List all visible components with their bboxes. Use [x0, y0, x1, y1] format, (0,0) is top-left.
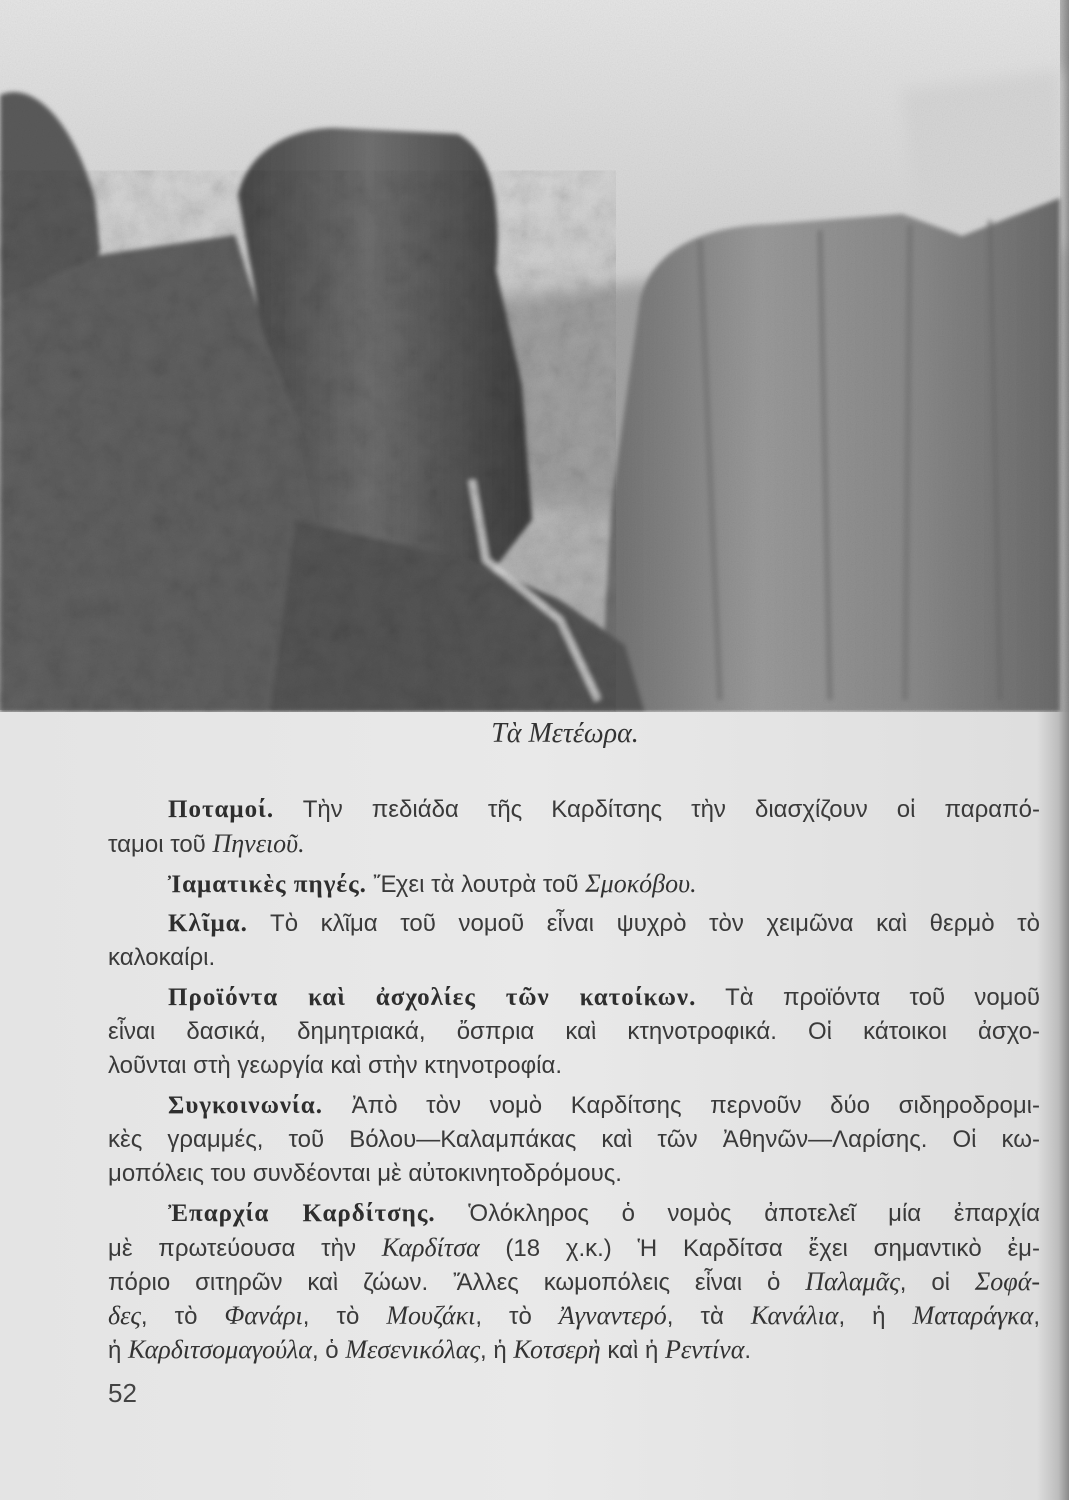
text-run: λοῦνται στὴ γεωργία καὶ στὴν κτηνοτροφία.	[108, 1052, 563, 1079]
text-line	[108, 907, 1040, 941]
text-run: Τὸ κλῖμα τοῦ νομοῦ εἶναι ψυχρὸ τὸν χειμῶνα καὶ θερμὸ τὸ	[247, 910, 1040, 937]
paragraph	[108, 793, 1040, 861]
section-heading: Ἐπαρχία Καρδίτσης.	[168, 1200, 436, 1227]
text-line	[108, 1265, 1040, 1299]
text-run: ταμοι τοῦ	[108, 831, 213, 858]
page-number: 52	[108, 1378, 137, 1408]
text-run: Τὰ προϊόντα τοῦ νομοῦ	[696, 984, 1040, 1011]
text-run: Ἀπὸ τὸν νομὸ Καρδίτσης περνοῦν δύο σιδηροδρομι-	[323, 1092, 1040, 1119]
place-name: Ματαράγκα	[912, 1301, 1034, 1330]
section-heading: Κλῖμα.	[168, 910, 248, 937]
text-line	[108, 1123, 1040, 1157]
text-line	[108, 793, 1040, 827]
text-run: , τὸ	[475, 1303, 559, 1330]
place-name: δες	[108, 1301, 141, 1330]
paragraph	[108, 907, 1040, 975]
text-line	[108, 1231, 1040, 1265]
place-name: Σοφά-	[974, 1267, 1040, 1296]
text-line	[108, 981, 1040, 1015]
text-run: καλοκαίρι.	[108, 944, 216, 971]
paragraph	[108, 1089, 1040, 1191]
text-run: κὲς γραμμές, τοῦ Βόλου—Καλαμπάκας καὶ τῶν Ἀθηνῶν—Λαρίσης. Οἱ κω-	[108, 1126, 1040, 1153]
text-line	[108, 1157, 1040, 1191]
place-name: Κοτσερὴ	[513, 1335, 601, 1364]
text-run: μοπόλεις του συνδέονται μὲ αὐτοκινητοδρόμους.	[108, 1160, 622, 1187]
text-run: (18 χ.κ.) Ἡ Καρδίτσα ἔχει σημαντικὸ ἐμ-	[479, 1235, 1040, 1262]
text-run: , ὁ	[311, 1337, 346, 1364]
text-run: καὶ ἡ	[600, 1337, 665, 1364]
place-name: Παλαμᾶς	[805, 1267, 900, 1296]
text-run: , τὸ	[140, 1303, 225, 1330]
place-name: Πηνειοῦ.	[212, 829, 305, 858]
text-run: Ἔχει τὰ λουτρὰ τοῦ	[366, 871, 586, 898]
text-line	[108, 941, 1040, 975]
text-run: , ἡ	[838, 1303, 913, 1330]
place-name: Κανάλια	[750, 1301, 839, 1330]
place-name: Καρδιτσομαγούλα	[128, 1335, 312, 1364]
text-run: ἡ	[108, 1337, 129, 1364]
text-run: .	[744, 1337, 752, 1364]
text-line	[108, 827, 1040, 861]
text-run: , τὰ	[666, 1303, 751, 1330]
place-name: Φανάρι	[224, 1301, 303, 1330]
text-line	[108, 1333, 1040, 1367]
text-run: , ἡ	[480, 1337, 514, 1364]
text-run: εἶναι δασικά, δημητριακά, ὄσπρια καὶ κτηνοτροφικά. Οἱ κάτοικοι ἀσχο-	[108, 1018, 1040, 1045]
section-heading: Ἰαματικὲς πηγές.	[168, 871, 367, 898]
text-run: πόριο σιτηρῶν καὶ ζώων. Ἄλλες κωμοπόλεις εἶναι ὁ	[108, 1269, 806, 1296]
text-line	[108, 1089, 1040, 1123]
paragraph	[108, 867, 1040, 901]
paragraph	[108, 981, 1040, 1083]
text-line	[108, 1197, 1040, 1231]
text-line	[108, 1049, 1040, 1083]
text-line	[108, 1015, 1040, 1049]
text-run: μὲ πρωτεύουσα τὴν	[108, 1235, 382, 1262]
place-name: Καρδίτσα	[381, 1233, 480, 1262]
section-heading: Συγκοινωνία.	[168, 1092, 323, 1119]
text-run: , οἱ	[899, 1269, 975, 1296]
place-name: Ἀγναντερό	[558, 1301, 667, 1330]
meteora-photo	[0, 0, 1069, 712]
paragraph	[108, 1197, 1040, 1367]
body-text	[108, 793, 1040, 1367]
place-name: Μεσενικόλας	[345, 1335, 480, 1364]
place-name: Σμοκόβου.	[585, 869, 697, 898]
section-heading: Ποταμοί.	[168, 796, 275, 823]
text-run: Τὴν πεδιάδα τῆς Καρδίτσης τὴν διασχίζουν οἱ παραπό-	[274, 796, 1040, 823]
place-name: Μουζάκι	[386, 1301, 476, 1330]
section-heading: Προϊόντα καὶ ἀσχολίες τῶν κατοίκων.	[168, 984, 697, 1011]
text-line	[108, 1299, 1040, 1333]
text-line	[108, 867, 1040, 901]
place-name: Ρεντίνα	[664, 1335, 745, 1364]
text-run: ,	[1033, 1303, 1040, 1330]
text-run: Ὁλόκληρος ὁ νομὸς ἀποτελεῖ μία ἐπαρχία	[435, 1200, 1040, 1227]
text-run: , τὸ	[302, 1303, 387, 1330]
photo-caption: Τὰ Μετέωρα.	[491, 718, 639, 749]
